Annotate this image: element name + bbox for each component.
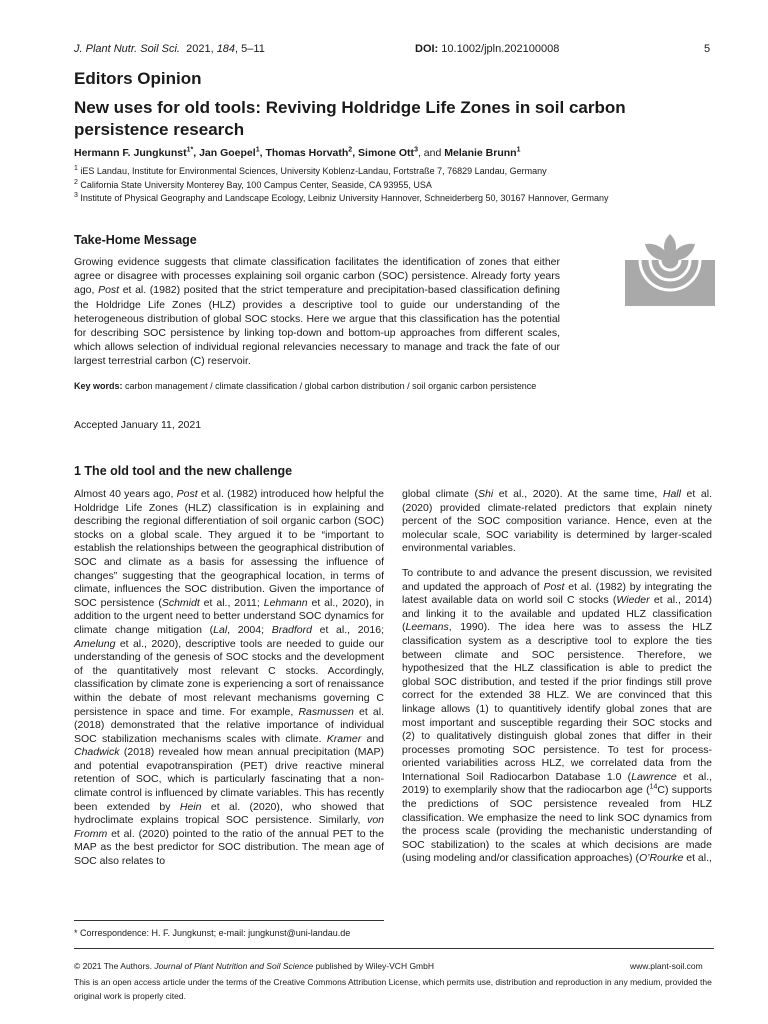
article-title: New uses for old tools: Reviving Holdridge Life Zones in soil carbon persistence research bbox=[74, 98, 626, 139]
author-name: Thomas Horvath bbox=[265, 147, 349, 159]
copyright: © 2021 The Authors. Journal of Plant Nutrition and Soil Science published by Wiley-VCH GmbH bbox=[74, 961, 435, 971]
affiliation: $^2$ California State University Monterey Bay, 100 Campus Center, Seaside, CA 93955, USA bbox=[74, 178, 432, 190]
keywords: Key words: carbon management / climate classification / global carbon distribution / soil organic carbon persistence bbox=[74, 381, 537, 391]
footnote-divider bbox=[74, 920, 384, 921]
editors-opinion-plant-icon bbox=[625, 234, 715, 306]
body-column-left bbox=[74, 488, 384, 880]
author-affiliation-mark: 3 bbox=[414, 146, 418, 154]
footer-divider bbox=[74, 948, 714, 949]
author-affiliation-mark: 2 bbox=[348, 146, 353, 154]
take-home-message: Growing evidence suggests that climate classification facilitates the identification of zones that either agree or disagree with processes explaining soil organic carbon (SOC) persistence. Already forty years ago, Post et al. (1982) posited that the strict temperature and precipitation-based classification defining the Holdridge Life Zones (HLZ) provides a descriptive tool to guide our understanding of the heterogeneous distribution of global SOC stocks. Here we argue that this classification has the potential for describing SOC persistence by linking top-down and bottom-up approaches from different scales, which allows selection of individual regional relevancies necessary to manage and track the fate of our largest terrestrial carbon (C) reservoir. bbox=[74, 256, 560, 368]
author-name: Hermann F. Jungkunst bbox=[74, 147, 187, 159]
author-name: Melanie Brunn bbox=[444, 147, 517, 159]
author-name: Jan Goepel bbox=[199, 147, 256, 159]
journal-citation: J. Plant Nutr. Soil Sci. 2021, 184, 5–11 bbox=[74, 43, 265, 55]
page-number: 5 bbox=[704, 43, 711, 55]
author-affiliation-mark: 1 bbox=[516, 146, 521, 154]
affiliations bbox=[74, 165, 714, 206]
doi[interactable]: DOI: 10.1002/jpln.202100008 bbox=[415, 43, 560, 55]
author-name: Simone Ott bbox=[358, 147, 415, 159]
author-affiliation-mark: 1 bbox=[255, 146, 260, 154]
journal-website-link[interactable]: www.plant-soil.com bbox=[630, 961, 703, 971]
section-1-heading: 1 The old tool and the new challenge bbox=[74, 464, 293, 478]
author-list: Hermann F. Jungkunst$^{1*}$, Jan Goepel$^1$, Thomas Horvath$^2$, Simone Ott$^3$, and Melanie Brunn$^1$ bbox=[74, 146, 521, 159]
paragraph: Almost 40 years ago, Post et al. (1982) introduced how helpful the Holdridge Life Zones (HLZ) classification is in explaining and describing the regional differentiation of soil organic carbon (SOC) stocks on a global scale. They argued it to be “important to establish the relationships between the geographical distribution of SOC and climate as a basis for assessing the influence of changes” suggesting that the geographical location, in terms of climate, influences the SOC distribution. Given the importance of SOC persistence (Schmidt et al., 2011; Lehmann et al., 2020), in addition to the urgent need to better understand SOC dynamics for climate change mitigation (Lal, 2004; Bradford et al., 2016; Amelung et al., 2020), descriptive tools are needed to guide our understanding of the genesis of SOC stocks and the development of the quantitatively most relevant C stocks. Accordingly, classification by climate zone is experiencing a sort of renaissance within the debate of most relevant mechanisms governing C persistence in space and time. For example, Rasmussen et al. (2018) demonstrated that the relative importance of individual SOC stabilization mechanisms scales with climate. Kramer and Chadwick (2018) revealed how mean annual precipitation (MAP) and potential evapotranspiration (PET) drive reactive mineral retention of SOC, which is particularly fascinating that a non-climate control is influenced by climate variables. This has recently been extended by Hein et al. (2020), who showed that hydroclimate explains tropical SOC persistence. Similarly, von Fromm et al. (2020) pointed to the ratio of the annual PET to the MAP as the best predictor for SOC distribution. The mean age of SOC also relates to bbox=[74, 488, 385, 868]
paragraph: global climate (Shi et al., 2020). At the same time, Hall et al. (2020) provided climate-related predictors that explain ninety percent of the SOC composition variance. Hence, even at the molecular scale, SOC variability is determined by larger-scaled environmental variables. bbox=[402, 488, 712, 555]
section-label: Editors Opinion bbox=[74, 69, 202, 88]
body-column-right bbox=[402, 488, 712, 877]
author-affiliation-mark: 1* bbox=[186, 146, 194, 154]
accepted-date: Accepted January 11, 2021 bbox=[74, 419, 202, 431]
license-text: This is an open access article under the terms of the Creative Commons Attribution License, which permits use, distribution and reproduction in any medium, provided the original work is properly cited. bbox=[74, 977, 712, 1001]
affiliation: $^3$ Institute of Physical Geography and Landscape Ecology, Leibniz University Hannover, Schneiderberg 50, 30167 Hannover, Germany bbox=[74, 192, 609, 203]
take-home-heading: Take-Home Message bbox=[74, 233, 197, 247]
correspondence-footnote: * Correspondence: H. F. Jungkunst; e-mail: jungkunst@uni-landau.de bbox=[74, 928, 351, 938]
paragraph: To contribute to and advance the present discussion, we revisited and updated the approach of Post et al. (1982) by integrating the latest available data on world soil C stocks (Wieder et al., 2014) and linking it to the available and updated HLZ classification (Leemans, 1990). The idea here was to assess the HLZ classification system as a descriptive tool to explore the ties between climate and SOC persistence. Therefore, we hypothesized that the HLZ classification is able to predict the global SOC distribution, and tested if the prior findings still prove correct for the extended 38 HLZ. We are convinced that this linkage allows (1) to quantitively identify global zones that are most important and susceptible regarding their SOC stocks and (2) to qualitatively distinguish global zones that differ in their processes promoting SOC persistence. To test for process-oriented variabilities across HLZ, we correlated data from the International Soil Radiocarbon Database 1.0 (Lawrence et al., 2019) to exemplarily show that the radiocarbon age ($^{14}$C) supports the predictions of SOC persistence revealed from HLZ classification. We emphasize the need to link SOC dynamics from the process scale (providing the mechanistic understanding of SOC stabilization) to the scales at which decisions are made (using modeling and/or classification approaches) (O’Rourke et al., bbox=[402, 566, 712, 865]
affiliation: $^1$ iES Landau, Institute for Environmental Sciences, University Koblenz-Landau, Fortstraße 7, 76829 Landau, Germany bbox=[74, 165, 547, 176]
